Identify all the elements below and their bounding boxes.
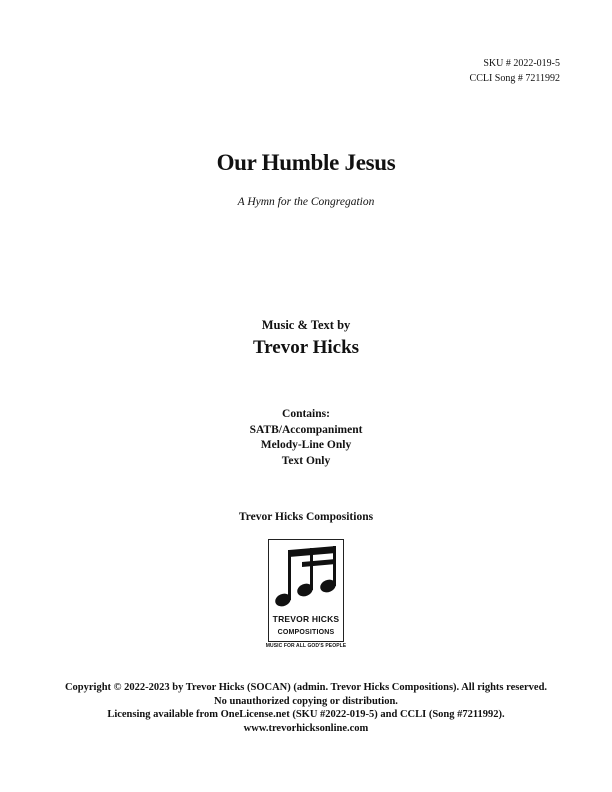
ccli-song-number: CCLI Song # 7211992 <box>469 73 560 84</box>
logo-tagline: MUSIC FOR ALL GOD'S PEOPLE <box>265 643 347 649</box>
sku-block <box>470 56 560 86</box>
credits-label: Music & Text by <box>261 318 351 332</box>
logo-text-compositions: COMPOSITIONS <box>277 629 335 636</box>
publisher-name: Trevor Hicks Compositions <box>238 511 374 523</box>
page-title: Our Humble Jesus <box>216 150 396 175</box>
contents-heading: Contains: <box>282 408 330 420</box>
contents-item: SATB/Accompaniment <box>249 423 363 436</box>
copyright-block <box>0 681 612 736</box>
logo-frame <box>268 539 344 642</box>
licensing-line: Licensing available from OneLicense.net (SKU #2022-019-5) and CCLI (Song #7211992). <box>107 709 505 721</box>
page-subtitle: A Hymn for the Congregation <box>237 196 375 208</box>
sku-number: SKU # 2022-019-5 <box>483 58 560 69</box>
copyright-line: Copyright © 2022-2023 by Trevor Hicks (SOCAN) (admin. Trevor Hicks Compositions). All rights reserved. <box>64 682 548 693</box>
website-link[interactable]: www.trevorhicksonline.com <box>243 723 369 735</box>
music-notes-icon <box>269 540 343 612</box>
publisher-logo <box>268 539 344 642</box>
contents-item: Text Only <box>281 454 331 467</box>
contents-block <box>0 407 612 469</box>
contents-item: Melody-Line Only <box>260 439 352 451</box>
logo-text-name: TREVOR HICKS <box>272 614 340 624</box>
copying-notice: No unauthorized copying or distribution. <box>214 695 398 707</box>
composer-name: Trevor Hicks <box>252 337 360 358</box>
